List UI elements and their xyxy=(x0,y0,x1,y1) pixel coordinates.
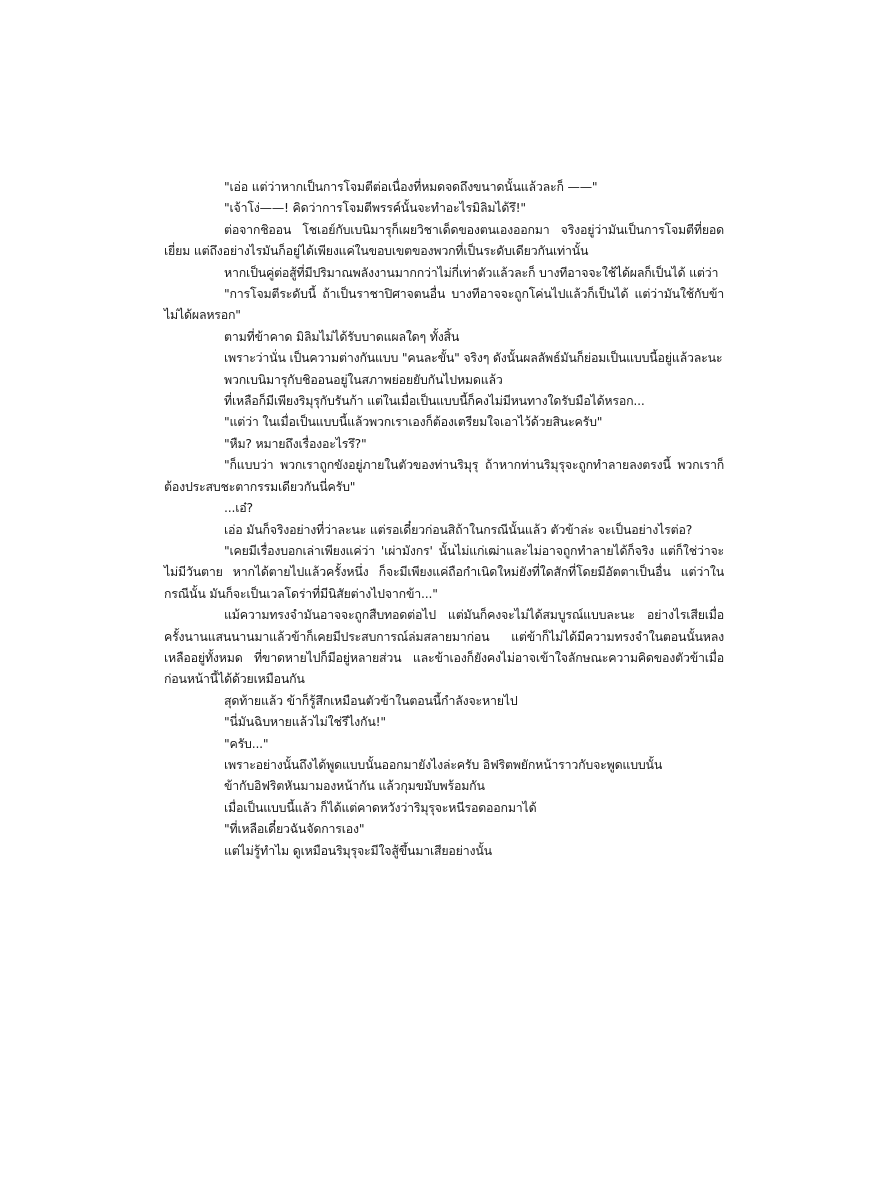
paragraph-1: "เอ่อ แต่ว่าหากเป็นการโจมตีต่อเนื่องที่หมดจดถึงขนาดนั้นแล้วละก็ ——" xyxy=(224,179,598,194)
paragraph-18: "นี่มันฉิบหายแล้วไม่ใช่รึไงกัน!" xyxy=(224,714,386,730)
paragraph-6: ตามที่ข้าคาด มิลิมไม่ได้รับบาดแผลใดๆ ทั้งสิ้น xyxy=(224,328,460,344)
paragraph-17: สุดท้ายแล้ว ข้าก็รู้สึกเหมือนตัวข้าในตอนนี้กำลังจะหายไป xyxy=(224,692,518,708)
paragraph-24: แต่ไม่รู้ทำไม ดูเหมือนริมุรุจะมีใจสู้ขึ้นมาเสียอย่างนั้น xyxy=(224,842,492,858)
paragraph-2: "เจ้าโง่——! คิดว่าการโจมตีพรรค์นั้นจะทำอะไรมิลิมได้รึ!" xyxy=(224,200,526,216)
paragraph-15: "เคยมีเรื่องบอกเล่าเพียงแค่ว่า 'เผ่ามังกร' นั้นไม่แก่เฒ่าและไม่อาจถูกทำลายได้ก็จริง แต่ก็ใช่ว่าจะไม่มีวันตาย หากได้ตายไปแล้วครั้งหนึ่ง ก็จะมีเพียงแค่ถือกำเนิดใหม่ยังที่ใดสักที่โดยมีอัตตาเป็นอื่น แต่ว่าในกรณีนั้น มันก็จะเป็นเวลโดร่าที่มีนิสัยต่างไปจากข้า..." xyxy=(164,542,724,601)
paragraph-12: "ก็แบบว่า พวกเราถูกขังอยู่ภายในตัวของท่านริมุรุ ถ้าหากท่านริมุรุจะถูกทำลายลงตรงนี้ พวกเราก็ต้องประสบชะตากรรมเดียวกันนี่ครับ" xyxy=(164,457,724,494)
paragraph-3: ต่อจากชิออน โชเอย์กับเบนิมารุก็เผยวิชาเด็ดของตนเองออกมา จริงอยู่ว่ามันเป็นการโจมตีที่ยอดเยี่ยม แต่ถึงอย่างไรมันก็อยู่ได้เพียงแค่ในขอบเขตของพวกที่เป็นระดับเดียวกันเท่านั้น xyxy=(164,221,724,259)
story-text xyxy=(164,176,724,861)
paragraph-20: เพราะอย่างนั้นถึงได้พูดแบบนั้นออกมายังไงล่ะครับ อิฟริตพยักหน้าราวกับจะพูดแบบนั้น xyxy=(224,756,663,772)
paragraph-4: หากเป็นคู่ต่อสู้ที่มีปริมาณพลังงานมากกว่าไม่กี่เท่าตัวแล้วละก็ บางทีอาจจะใช้ได้ผลก็เป็นได้ แต่ว่า xyxy=(224,264,719,280)
paragraph-23: "ที่เหลือเดี๋ยวฉันจัดการเอง" xyxy=(224,821,365,837)
paragraph-10: "แต่ว่า ในเมื่อเป็นแบบนี้แล้วพวกเราเองก็ต้องเตรียมใจเอาไว้ด้วยสินะครับ" xyxy=(224,414,603,430)
paragraph-14: เอ่อ มันก็จริงอย่างที่ว่าละนะ แต่รอเดี๋ยวก่อนสิถ้าในกรณีนั้นแล้ว ตัวข้าล่ะ จะเป็นอย่างไรต่อ? xyxy=(224,521,693,537)
paragraph-11: "หืม? หมายถึงเรื่องอะไรรึ?" xyxy=(224,435,367,451)
paragraph-13: ...เอ๋? xyxy=(224,500,253,516)
paragraph-9: ที่เหลือก็มีเพียงริมุรุกับรันก้า แต่ในเมื่อเป็นแบบนี้ก็คงไม่มีหนทางใดรับมือได้หรอก... xyxy=(224,393,645,409)
paragraph-8: พวกเบนิมารุกับชิออนอยู่ในสภาพย่อยยับกันไปหมดแล้ว xyxy=(224,371,503,387)
paragraph-21: ข้ากับอิฟริตหันมามองหน้ากัน แล้วกุมขมับพร้อมกัน xyxy=(224,778,485,794)
paragraph-19: "ครับ..." xyxy=(224,735,269,751)
paragraph-22: เมื่อเป็นแบบนี้แล้ว ก็ได้แต่คาดหวังว่าริมุรุจะหนีรอดออกมาได้ xyxy=(224,799,537,815)
paragraph-5: "การโจมตีระดับนี้ ถ้าเป็นราชาปิศาจตนอื่น บางทีอาจจะถูกโค่นไปแล้วก็เป็นได้ แต่ว่ามันใช้กับข้าไม่ได้ผลหรอก" xyxy=(164,286,724,323)
paragraph-7: เพราะว่านั่น เป็นความต่างกันแบบ "คนละขั้น" จริงๆ ดังนั้นผลลัพธ์มันก็ย่อมเป็นแบบนี้อยู่แล้วละนะ xyxy=(224,350,723,366)
paragraph-16: แม้ความทรงจำมันอาจจะถูกสืบทอดต่อไป แต่มันก็คงจะไม่ได้สมบูรณ์แบบละนะ อย่างไรเสียเมื่อครั้งนานแสนนานมาแล้วข้าก็เคยมีประสบการณ์ล่มสลายมาก่อน แต่ข้าก็ไม่ได้มีความทรงจำในตอนนั้นหลงเหลืออยู่ทั้งหมด ที่ขาดหายไปก็มีอยู่หลายส่วน และข้าเองก็ยังคงไม่อาจเข้าใจลักษณะความคิดของตัวข้าเมื่อก่อนหน้านี้ได้ด้วยเหมือนกัน xyxy=(164,607,724,687)
